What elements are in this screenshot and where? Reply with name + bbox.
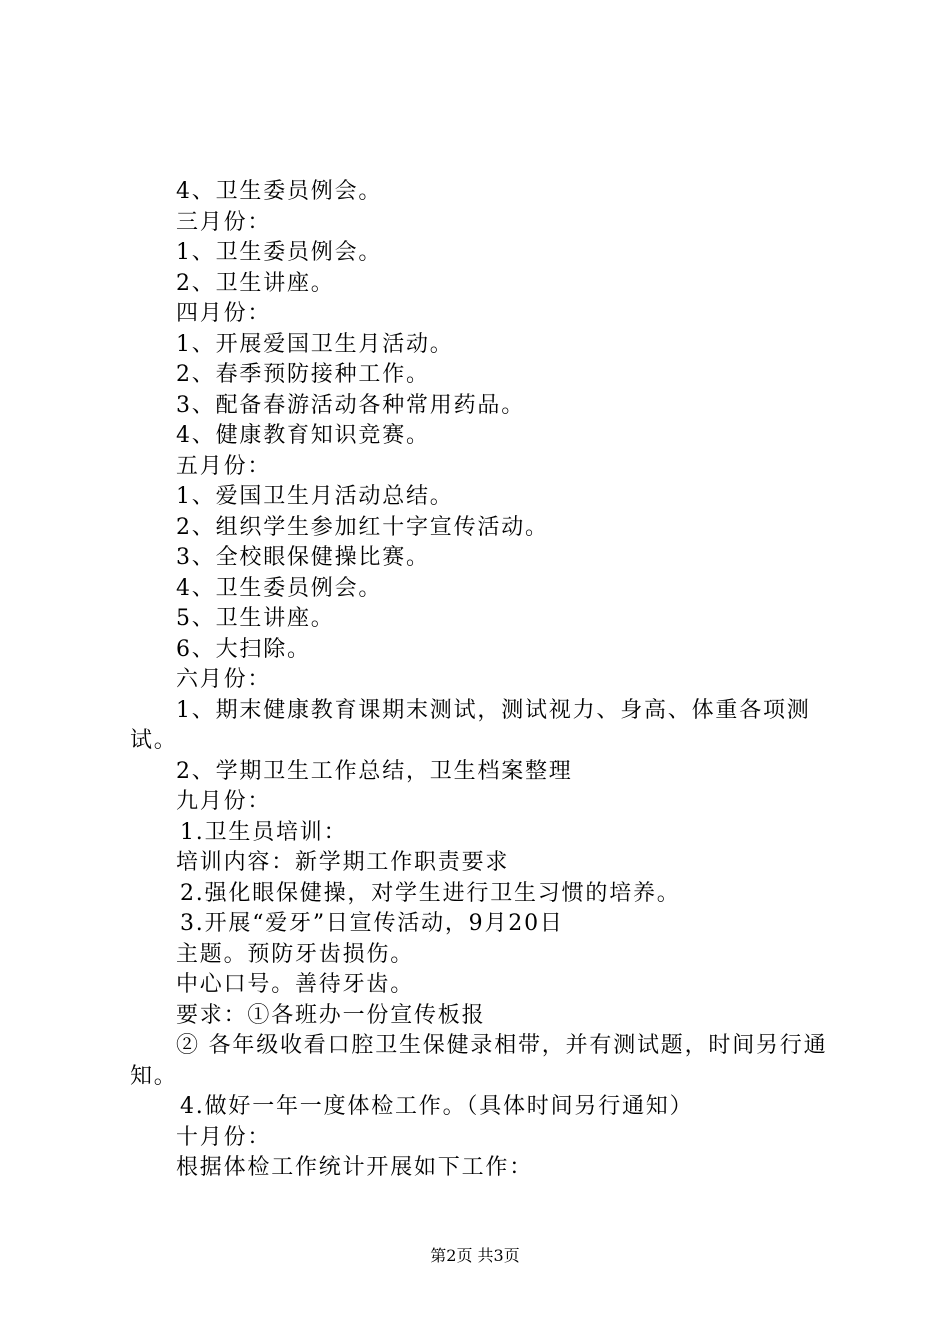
month-heading-september: 九月份：: [176, 789, 272, 814]
text-line: 4.做好一年一度体检工作。（具体时间另行通知）: [180, 1094, 694, 1119]
text-line: 3、全校眼保健操比赛。: [176, 545, 430, 570]
text-line: 2、学期卫生工作总结，卫生档案整理: [176, 758, 573, 784]
text-line: 中心口号。善待牙齿。: [176, 972, 415, 997]
text-line: 根据体检工作统计开展如下工作：: [176, 1155, 534, 1180]
page-number-footer: 第2页 共3页: [430, 1246, 520, 1265]
text-paragraph: ② 各年级收看口腔卫生保健录相带，并有测试题，时间另行通知。: [130, 1033, 828, 1089]
text-line: 5、卫生讲座。: [176, 606, 335, 631]
text-line: 1、开展爱国卫生月活动。: [176, 331, 454, 357]
text-line: 培训内容：新学期工作职责要求: [176, 850, 510, 875]
text-line: 4、健康教育知识竞赛。: [176, 423, 430, 448]
text-line: 4、卫生委员例会。: [176, 179, 383, 204]
month-heading-june: 六月份：: [176, 667, 272, 692]
text-line: 2、春季预防接种工作。: [176, 362, 430, 387]
text-line: 4、卫生委员例会。: [176, 575, 383, 601]
text-line: 6、大扫除。: [176, 636, 311, 662]
text-line: 要求：①各班办一份宣传板报: [176, 1002, 486, 1028]
text-line: 1、爱国卫生月活动总结。: [176, 484, 454, 509]
text-line: 3、配备春游活动各种常用药品。: [176, 392, 525, 418]
month-heading-october: 十月份：: [176, 1124, 272, 1150]
text-line: 2.强化眼保健操，对学生进行卫生习惯的培养。: [180, 880, 681, 906]
text-line: 1、卫生委员例会。: [176, 240, 383, 265]
text-line: 3.开展“爱牙”日宣传活动，9月20日: [180, 911, 564, 936]
text-paragraph: 1、期末健康教育课期末测试，测试视力、身高、体重各项测试。: [130, 697, 811, 753]
month-heading-may: 五月份：: [176, 453, 272, 479]
text-line: 2、卫生讲座。: [176, 270, 335, 296]
month-heading-march: 三月份：: [176, 209, 272, 235]
text-line: 2、组织学生参加红十字宣传活动。: [176, 514, 549, 540]
month-heading-april: 四月份：: [176, 301, 272, 326]
document-body: [130, 177, 840, 1184]
text-line: 主题。预防牙齿损伤。: [176, 941, 415, 967]
text-line: 1.卫生员培训：: [180, 819, 348, 845]
